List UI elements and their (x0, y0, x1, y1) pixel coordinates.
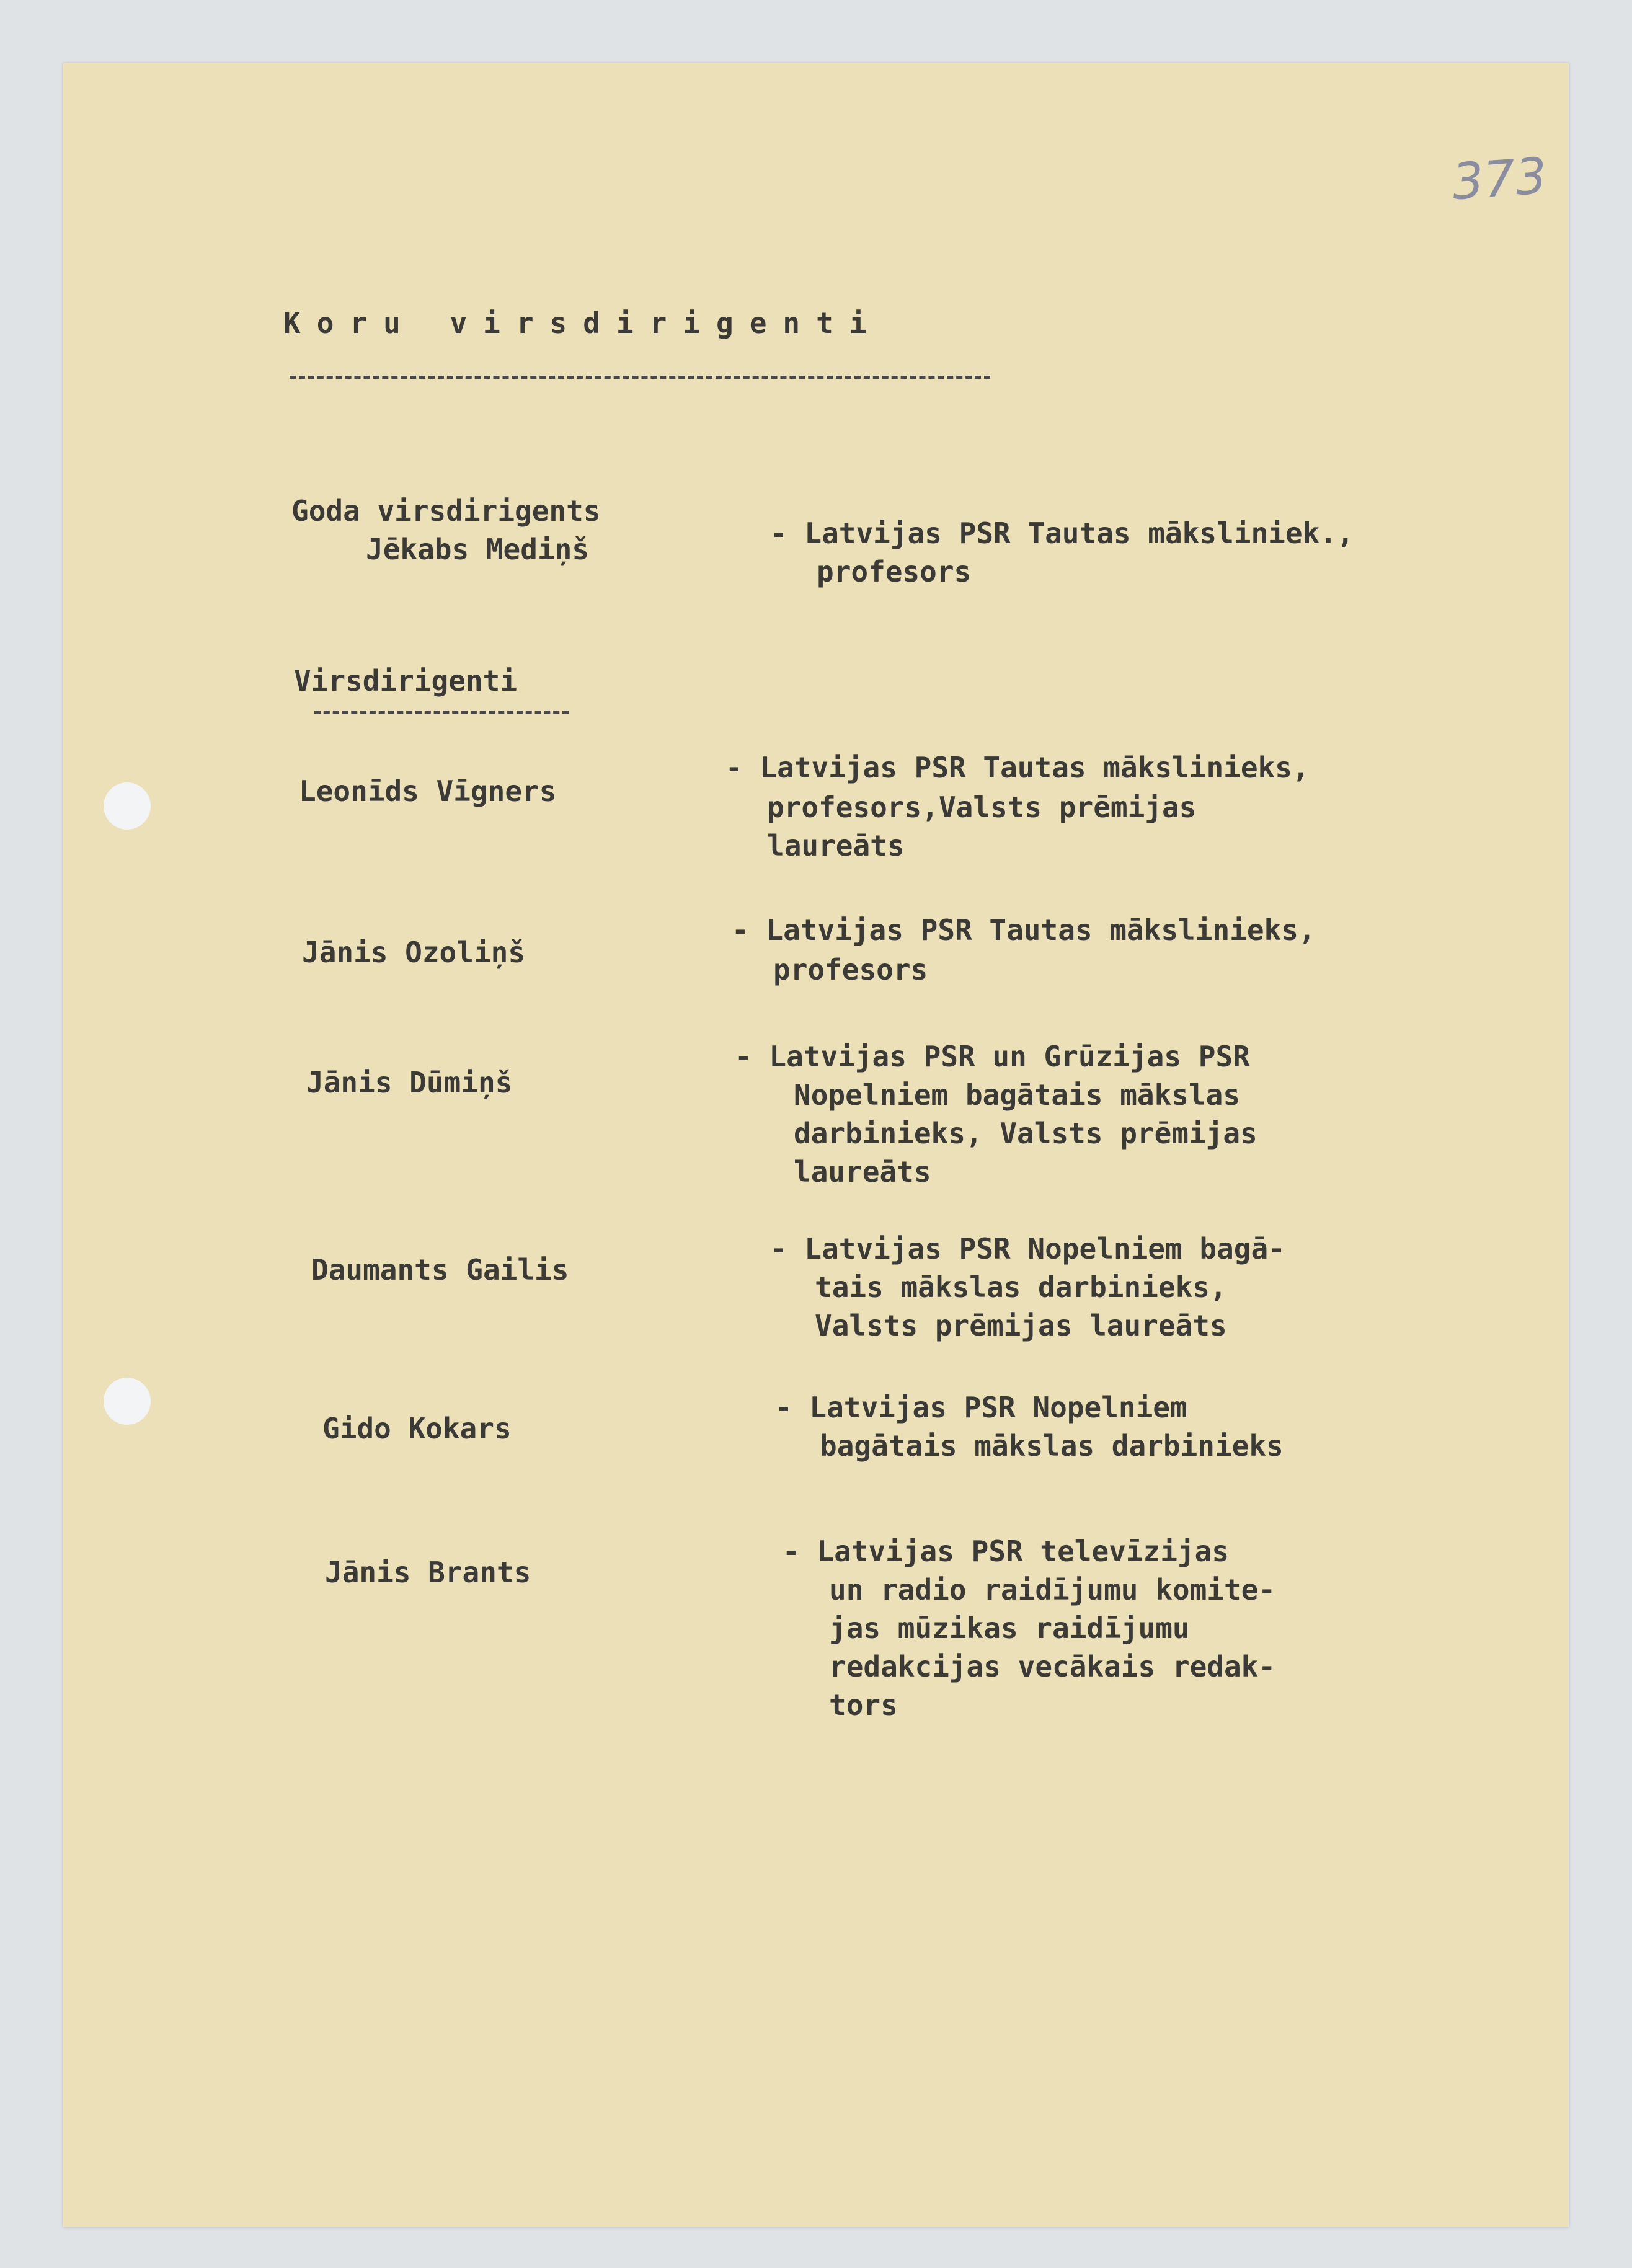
title-underline (290, 376, 990, 379)
conductor-name: Jānis Brants (325, 1556, 531, 1589)
conductor-name: Jānis Ozoliņš (302, 936, 526, 969)
conductor-name: Gido Kokars (322, 1412, 512, 1445)
honorary-role-label: Goda virsdirigents (291, 494, 601, 528)
section-heading: Virsdirigenti (294, 664, 518, 698)
document-title: Koru virsdirigenti (283, 306, 883, 340)
document-page: 373 Koru virsdirigenti Goda virsdirigents Jēkabs Mediņš - Latvijas PSR Tautas māksliniek., profesors Virsdirigenti Leonīds Vīgners - Latvijas PSR Tautas mākslinieks, profesors,Valsts prēmijas laureāts Jānis Ozoliņš - Latvijas PSR Tautas mākslinieks, profesors Jānis Dūmiņš - Latvijas PSR un Grūzijas PSR Nopelniem bagātais mākslas darbinieks, Valsts prēmijas laureāts Daumants Gailis - Latvijas PSR Nopelniem bagā- tais mākslas darbinieks, Valsts prēmijas laureāts Gido Kokars - Latvijas PSR Nopelniem bagātais mākslas darbinieks Jānis Brants - Latvijas PSR televīzijas un radio raidījumu komite- jas mūzikas raidījumu redakcijas vecākais redak- tors (63, 63, 1569, 2227)
punch-hole-upper (104, 782, 151, 830)
conductor-name: Jānis Dūmiņš (306, 1066, 513, 1099)
conductor-name: Leonīds Vīgners (299, 774, 557, 808)
punch-hole-lower (104, 1378, 151, 1425)
honorary-name: Jēkabs Mediņš (366, 533, 590, 566)
folio-number: 373 (1450, 146, 1549, 211)
conductor-name: Daumants Gailis (311, 1253, 569, 1287)
section-heading-underline (314, 711, 569, 714)
